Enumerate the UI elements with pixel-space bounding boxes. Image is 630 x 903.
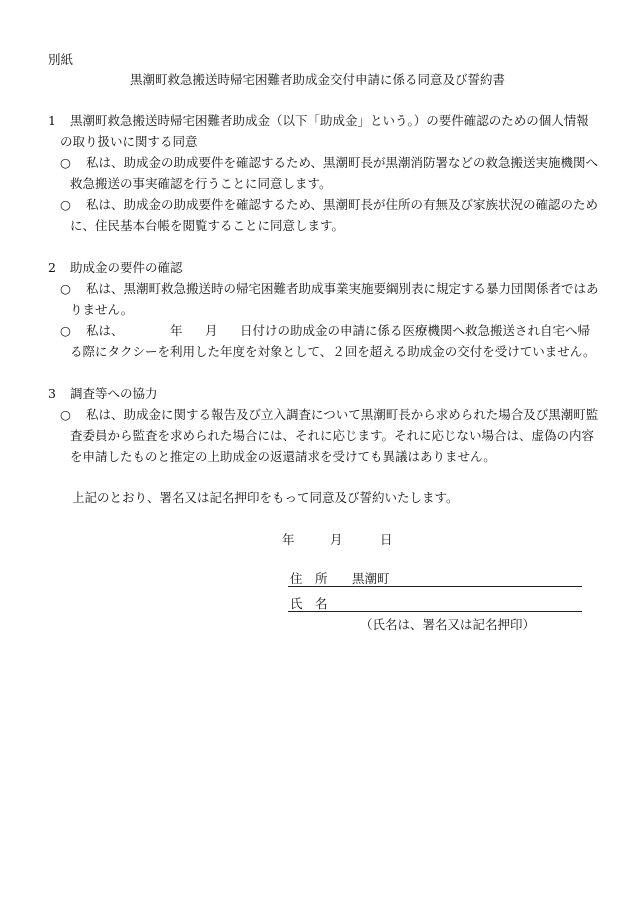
section-3-item-1 xyxy=(60,405,598,423)
address-underline xyxy=(288,586,582,587)
circle-bullet: ○ xyxy=(60,323,71,338)
section-2-item-1-cont: りません。 xyxy=(70,302,134,317)
section-2-item-2-cont: る際にタクシーを利用した年度を対象として、２回を超える助成金の交付を受けていません。 xyxy=(70,344,596,359)
item-text: 私は、黒潮町救急搬送時の帰宅困難者助成事業実施要綱別表に規定する暴力団関係者ではあ xyxy=(86,281,599,296)
date-month-label: 月 xyxy=(330,532,343,547)
section-1-item-1 xyxy=(60,153,598,171)
section-1-item-2-cont: に、住民基本台帳を閲覧することに同意します。 xyxy=(70,218,345,233)
address-value: 黒潮町 xyxy=(352,571,390,586)
name-label: 氏 名 xyxy=(290,596,328,611)
circle-bullet: ○ xyxy=(60,281,71,296)
section-1-item-1-cont: 救急搬送の事実確認を行うことに同意します。 xyxy=(70,176,332,191)
date-day-label: 日 xyxy=(380,532,393,547)
section-1-item-2 xyxy=(60,195,598,213)
date-year-label: 年 xyxy=(282,532,295,547)
document-title: 黒潮町救急搬送時帰宅困難者助成金交付申請に係る同意及び誓約書 xyxy=(130,72,506,87)
section-heading-text: 調査等への協力 xyxy=(70,386,158,401)
section-heading-text: 黒潮町救急搬送時帰宅困難者助成金（以下「助成金」という。）の要件確認のための個人情報 xyxy=(70,113,589,128)
circle-bullet: ○ xyxy=(60,155,71,170)
item-text: 私は、助成金の助成要件を確認するため、黒潮町長が住所の有無及び家族状況の確認のため xyxy=(86,197,599,212)
blank-year-label: 年 xyxy=(170,323,183,338)
attachment-label: 別紙 xyxy=(48,52,74,67)
closing-statement: 上記のとおり、署名又は記名押印をもって同意及び誓約いたします。 xyxy=(72,490,459,505)
circle-bullet: ○ xyxy=(60,407,71,422)
circle-bullet: ○ xyxy=(60,197,71,212)
section-number: 1 xyxy=(48,113,56,128)
item-text-b: 日付けの助成金の申請に係る医療機関へ救急搬送され自宅へ帰 xyxy=(240,323,591,338)
section-heading-text: 助成金の要件の確認 xyxy=(70,260,183,275)
section-3-heading xyxy=(48,384,158,402)
section-number: 2 xyxy=(48,260,56,275)
section-3-item-1-cont: 査委員から監査を求められた場合には、それに応じます。それに応じない場合は、虚偽の内容 xyxy=(70,428,595,443)
section-1-heading xyxy=(48,111,589,129)
section-2-heading xyxy=(48,258,183,276)
blank-month-label: 月 xyxy=(205,323,218,338)
item-text: 私は、助成金の助成要件を確認するため、黒潮町長が黒潮消防署などの救急搬送実施機関へ xyxy=(86,155,599,170)
section-2-item-1 xyxy=(60,279,599,297)
signature-note: （氏名は、署名又は記名押印） xyxy=(360,617,536,632)
item-text: 私は、助成金に関する報告及び立入調査について黒潮町長から求められた場合及び黒潮町監 xyxy=(86,407,599,422)
section-number: 3 xyxy=(48,386,56,401)
section-3-item-1-cont2: を申請したものと推定の上助成金の返還請求を受けても異議はありません。 xyxy=(70,449,496,464)
address-label: 住 所 xyxy=(290,571,328,586)
item-text-a: 私は、 xyxy=(86,323,124,338)
name-underline xyxy=(288,611,582,612)
section-2-item-2 xyxy=(60,321,590,339)
section-1-heading-cont: の取り扱いに関する同意 xyxy=(60,134,198,149)
